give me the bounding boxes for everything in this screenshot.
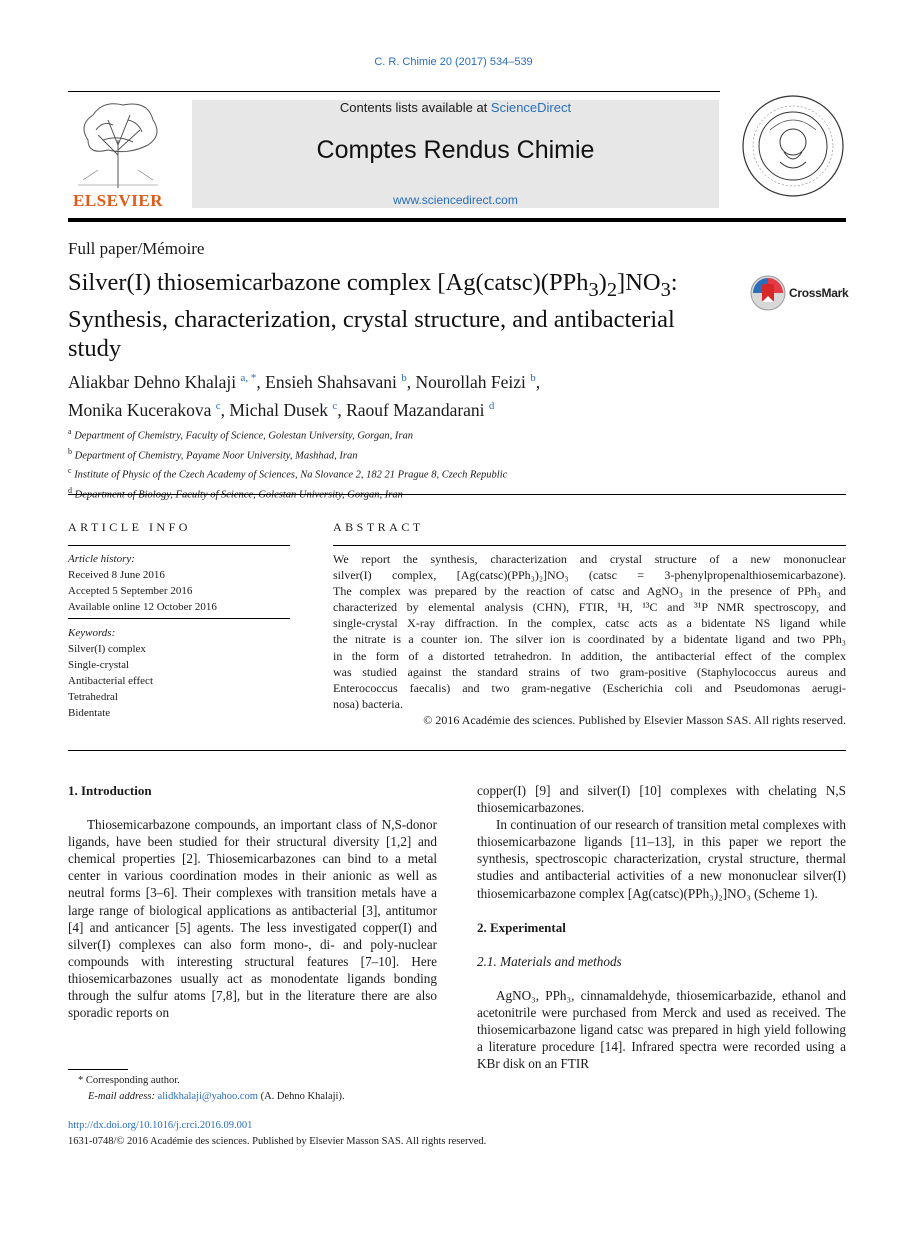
author-name[interactable]: Aliakbar Dehno Khalaji [68, 371, 237, 392]
article-title [68, 268, 728, 363]
abstract-copyright: © 2016 Académie des sciences. Published by Elsevier Masson SAS. All rights reserved. [423, 712, 846, 727]
article-info-heading: ARTICLE INFO [68, 520, 191, 534]
abstract-line: Enterococcus faecalis) and two gram-negative (Escherichia coli and Pseudomonas aerugi- [333, 680, 846, 695]
section-rule [68, 750, 846, 751]
abstract-line: characterized by elemental analysis (CHN), FTIR, ¹H, ¹³C and ³¹P NMR spectroscopy, and [333, 600, 846, 615]
accepted-date: Accepted 5 September 2016 [68, 585, 193, 597]
corresponding-author: * Corresponding author. [78, 1075, 180, 1086]
article-type: Full paper/Mémoire [68, 239, 205, 258]
abstract-line: single-crystal X-ray diffraction. In the complex, catsc acts as a bidentate NS ligand while [333, 616, 846, 631]
sciencedirect-link[interactable]: ScienceDirect [490, 100, 572, 115]
online-date: Available online 12 October 2016 [68, 601, 217, 613]
keywords [68, 625, 290, 721]
author-name[interactable]: Michal Dusek [229, 399, 329, 420]
author-affil-marker[interactable]: c [215, 399, 221, 412]
intro-heading: 1. Introduction [68, 783, 152, 798]
author-separator: , [337, 399, 347, 420]
title-part: : Synthesis, characterization, crystal structure, and antibacterial study [68, 269, 678, 362]
keyword: Antibacterial effect [68, 675, 153, 687]
author-affil-marker[interactable]: b [401, 372, 407, 384]
author-name[interactable]: Raouf Mazandarani [346, 399, 485, 420]
affiliation-item [68, 424, 848, 444]
materials-heading: 2.1. Materials and methods [477, 953, 622, 969]
doi-block [68, 1118, 668, 1150]
header-thick-rule [68, 218, 846, 222]
title-subscript: 3 [660, 278, 671, 301]
email-label: E-mail address: [88, 1091, 158, 1102]
affiliation-text: Department of Chemistry, Payame Noor University, Mashhad, Iran [74, 450, 358, 461]
affiliation-item [68, 444, 848, 464]
body-left-column [68, 782, 437, 1021]
journal-reference[interactable]: C. R. Chimie 20 (2017) 534–539 [374, 56, 533, 68]
author-name[interactable]: Nourollah Feizi [415, 371, 526, 392]
affiliation-key: d [68, 485, 72, 495]
article-history [68, 551, 290, 615]
abstract-heading: ABSTRACT [333, 520, 424, 534]
abstract-line: The complex was prepared by the reaction of catsc and AgNO₃ in the presence of PPh₃ and [333, 584, 846, 599]
footnote-rule [68, 1069, 128, 1070]
spacer [477, 970, 846, 987]
abstract-line: silver(I) complex, [Ag(catsc)(PPh₃)₂]NO₃ (catsc = 3-phenylpropenalthiosemicarbazone). [333, 568, 846, 583]
doi-link[interactable]: http://dx.doi.org/10.1016/j.crci.2016.09.001 [68, 1120, 253, 1131]
history-label: Article history: [68, 553, 135, 565]
author-affil-marker[interactable]: c [332, 399, 338, 412]
author-separator: , [256, 371, 266, 392]
keyword: Tetrahedral [68, 691, 118, 703]
intro-paragraph: Thiosemicarbazone compounds, an important class of N,S-donor ligands, have been studied for their structural diversity [1,2] and chemical properties [2]. Thiosemicarbazones can bind to a metal center in various coordination modes in their anionic as well as neutral forms [3–6]. Their complexes with transition metals have a large range of biological applications as antibacterial [3], antitumor [4] and anticancer [5] agents. The less investigated copper(I) and silver(I) complexes can also form mono-, di- and poly-nuclear compounds with interesting structural features [7–10]. Here thiosemicarbazones usually act as monodentate ligands bonding through the sulfur atoms [7,8], but in the literature there are also sporadic reports on [68, 817, 437, 1021]
email-owner: (A. Dehno Khalaji). [257, 1091, 345, 1102]
materials-paragraph: AgNO₃, PPh₃, cinnamaldehyde, thiosemicarbazide, ethanol and acetonitrile were purchased from Merck and used as received. The thiosemicarbazone ligand catsc was prepared in high yield following a literature procedure [14]. Infrared spectra were recorded using a KBr disk on an FTIR [477, 987, 846, 1072]
affiliation-key: a [68, 427, 72, 436]
continued-paragraph: copper(I) [9] and silver(I) [10] complexes with chelating N,S thiosemicarbazones. [477, 783, 846, 816]
affiliation-key: b [68, 446, 72, 456]
spacer [68, 799, 437, 816]
author-list [68, 366, 768, 422]
title-subscript: 3 [588, 278, 599, 301]
intro-paragraph-2: In continuation of our research of transition metal complexes with thiosemicarbazone ligands [11–13], in this paper we report the synthesis, spectroscopic characterization, crystal structure, thermal studies and antibacterial activities of a new mononuclear silver(I) thiosemicarbazone complex [Ag(catsc)(PPh₃)₂]NO₃ (Scheme 1). [477, 817, 846, 901]
affiliation-text: Department of Chemistry, Faculty of Science, Golestan University, Gorgan, Iran [74, 430, 413, 442]
abstract-rule [333, 545, 846, 546]
journal-title[interactable]: Comptes Rendus Chimie [316, 136, 595, 164]
email-line [78, 1089, 438, 1105]
abstract-line: We report the synthesis, characterization and crystal structure of a new mononuclear [333, 552, 846, 566]
academie-seal[interactable] [740, 90, 846, 202]
author-name[interactable]: Monika Kucerakova [68, 399, 212, 420]
affiliation-key: c [68, 466, 72, 475]
contents-line [192, 100, 719, 115]
received-date: Received 8 June 2016 [68, 569, 165, 581]
elsevier-wordmark: ELSEVIER [73, 191, 163, 210]
author-affil-marker[interactable]: b [530, 372, 536, 384]
abstract-line: nosa) bacteria. [333, 696, 403, 711]
title-part: Silver(I) thiosemicarbazone complex [Ag(catsc)(PPh [68, 269, 589, 296]
abstract-line: was studied against the standard strains of two gram-positive (Staphylococcus aureus and [333, 664, 846, 679]
journal-url-link[interactable]: www.sciencedirect.com [393, 193, 518, 207]
footnote [78, 1073, 438, 1105]
abstract-text [333, 551, 846, 728]
title-subscript: 2 [606, 278, 618, 301]
author-separator: , [406, 371, 416, 392]
spacer [477, 936, 846, 953]
title-part: ) [598, 269, 607, 296]
info-rule [68, 545, 290, 546]
affiliation-item [68, 463, 848, 483]
author-affil-marker[interactable]: d [488, 399, 495, 412]
section-rule [68, 494, 846, 495]
keyword: Single-crystal [68, 659, 130, 671]
seal-icon [740, 90, 846, 202]
keyword: Silver(I) complex [68, 643, 146, 655]
keyword: Bidentate [68, 707, 111, 719]
affiliations [68, 424, 848, 502]
tree-icon [68, 100, 168, 190]
keywords-label: Keywords: [68, 627, 116, 639]
author-name[interactable]: Ensieh Shahsavani [265, 371, 397, 392]
body-right-column [477, 782, 846, 1072]
title-part: ]NO [617, 269, 661, 296]
contents-prefix: Contents lists available at [339, 100, 491, 115]
abstract-line: the nitrate is a counter ion. The silver ion is coordinated by a bidentate ligand and two PPh₃ [333, 632, 846, 647]
affiliation-text: Institute of Physic of the Czech Academy of Sciences, Na Slovance 2, 182 21 Prague 8, Czech Republic [74, 469, 508, 481]
author-separator: , [220, 399, 230, 420]
crossmark-icon [749, 274, 787, 312]
author-separator: , [535, 371, 541, 392]
info-rule [68, 618, 290, 619]
abstract-line: in the form of a distorted tetrahedron. In addition, the antibacterial effect of the complex [333, 648, 846, 663]
issn-copyright: 1631-0748/© 2016 Académie des sciences. Published by Elsevier Masson SAS. All rights reserved. [68, 1136, 487, 1147]
experimental-heading: 2. Experimental [477, 919, 566, 935]
author-affil-marker[interactable]: a, * [240, 372, 257, 384]
spacer [477, 902, 846, 919]
email-link[interactable]: alidkhalaji@yahoo.com [157, 1091, 258, 1102]
header-rule [68, 91, 720, 92]
affiliation-item [68, 483, 848, 503]
crossmark-label: CrossMark [789, 286, 849, 300]
